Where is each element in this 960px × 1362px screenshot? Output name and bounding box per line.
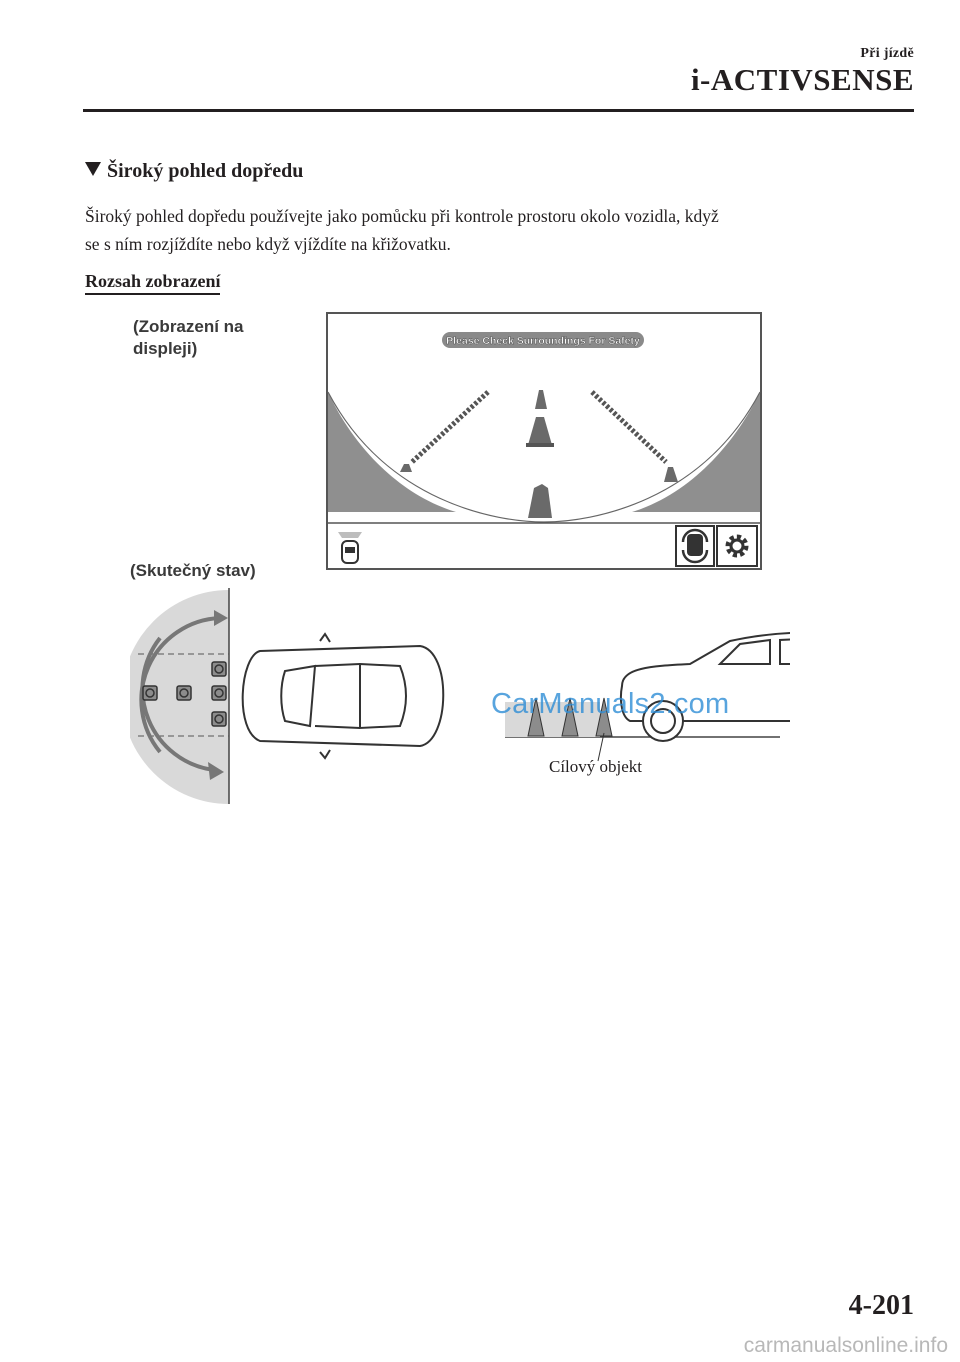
display-label (133, 316, 293, 360)
header-rule (83, 109, 914, 112)
display-label-line-2: displeji) (133, 339, 198, 358)
car-top-view (243, 634, 444, 758)
settings-gear-icon[interactable] (717, 526, 757, 566)
chapter-title: Při jízdě (860, 46, 914, 61)
display-screen (326, 312, 762, 570)
section-title: i-ACTIVSENSE (690, 62, 914, 97)
heading (85, 160, 303, 183)
page-number: 4-201 (848, 1290, 914, 1321)
car-side-view (621, 633, 790, 741)
camera-view-icon (338, 532, 362, 563)
triangle-bullet-icon (85, 162, 101, 176)
paragraph-line-2: se s ním rozjíždíte nebo když vjíždíte na křižovatku. (85, 234, 451, 254)
view-switch-icon[interactable] (676, 526, 714, 566)
screen-banner: Please Check Surroundings For Safety (446, 335, 640, 347)
actual-label: (Skutečný stav) (130, 561, 256, 580)
heading-text: Široký pohled dopředu (107, 160, 304, 182)
target-label: Cílový objekt (549, 757, 643, 776)
subheading: Rozsah zobrazení (85, 271, 220, 295)
watermark: CarManuals2.com (491, 688, 730, 720)
site-watermark: carmanualsonline.info (743, 1334, 948, 1357)
paragraph (85, 202, 905, 258)
paragraph-line-1: Široký pohled dopředu používejte jako pomůcku při kontrole prostoru okolo vozidla, když (85, 206, 719, 226)
display-label-line-1: (Zobrazení na (133, 317, 244, 336)
